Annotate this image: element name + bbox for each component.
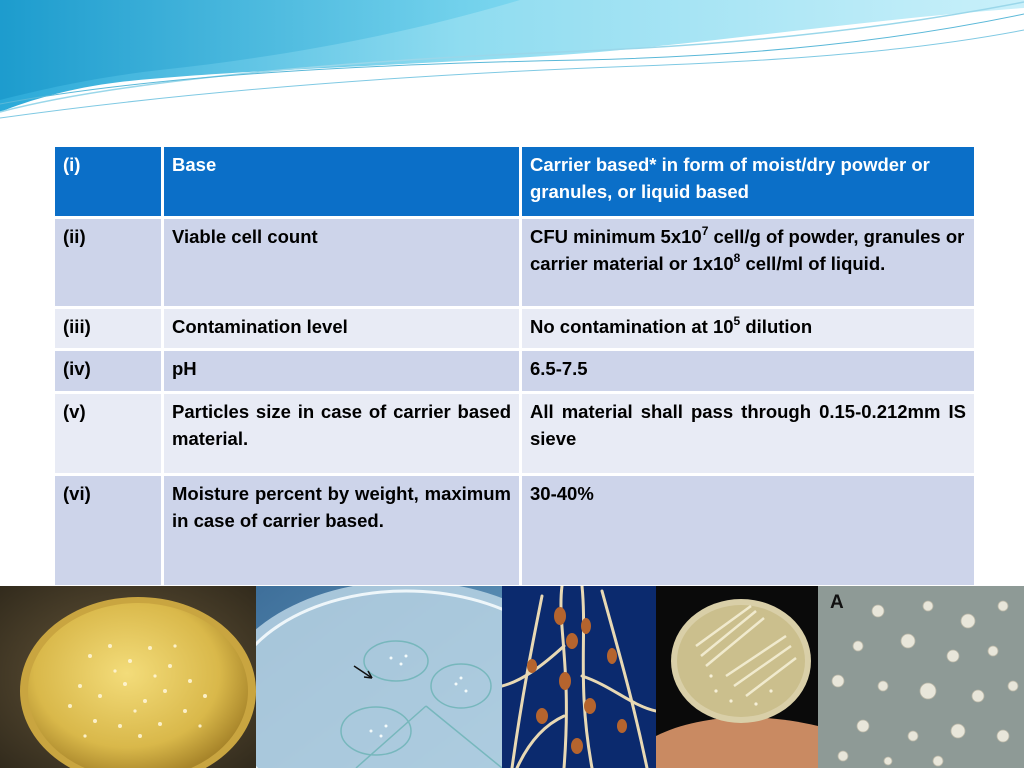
parameter-cell: Contamination level <box>163 308 521 350</box>
specification-cell: All material shall pass through 0.15-0.212mm IS sieve <box>521 393 976 475</box>
row-number: (ii) <box>54 218 163 308</box>
specification-cell: 30-40% <box>521 475 976 587</box>
row-number: (iv) <box>54 350 163 393</box>
table-row <box>54 475 976 587</box>
parameter-cell: Particles size in case of carrier based material. <box>163 393 521 475</box>
parameter-cell: Base <box>163 146 521 218</box>
biofertilizer-spec-table <box>52 144 977 588</box>
parameter-cell: pH <box>163 350 521 393</box>
hand-held-streak-plate-photo <box>656 586 818 768</box>
header-wave-decoration <box>0 0 1024 125</box>
specification-cell: No contamination at $10^5$ dilution <box>521 308 976 350</box>
table-row <box>54 393 976 475</box>
table-row <box>54 218 976 308</box>
parameter-cell: Viable cell count <box>163 218 521 308</box>
specification-cell: Carrier based* in form of moist/dry powder or granules, or liquid based <box>521 146 976 218</box>
row-number: (i) <box>54 146 163 218</box>
table-row <box>54 308 976 350</box>
petri-dish-colonies-photo <box>0 586 256 768</box>
table-row <box>54 146 976 218</box>
row-number: (iii) <box>54 308 163 350</box>
row-number: (vi) <box>54 475 163 587</box>
table-row <box>54 350 976 393</box>
parameter-cell: Moisture percent by weight, maximum in case of carrier based. <box>163 475 521 587</box>
row-number: (v) <box>54 393 163 475</box>
colony-closeup-photo <box>818 586 1024 768</box>
panel-label: A <box>830 592 844 613</box>
photo-strip <box>0 586 1024 768</box>
specification-cell: CFU minimum $5x10^7$ cell/g of powder, granules or carrier material or $1x10^8$ cell/ml of liquid. <box>521 218 976 308</box>
specification-cell: 6.5-7.5 <box>521 350 976 393</box>
root-nodules-photo <box>502 586 656 768</box>
agar-plate-zones-photo <box>256 586 502 768</box>
